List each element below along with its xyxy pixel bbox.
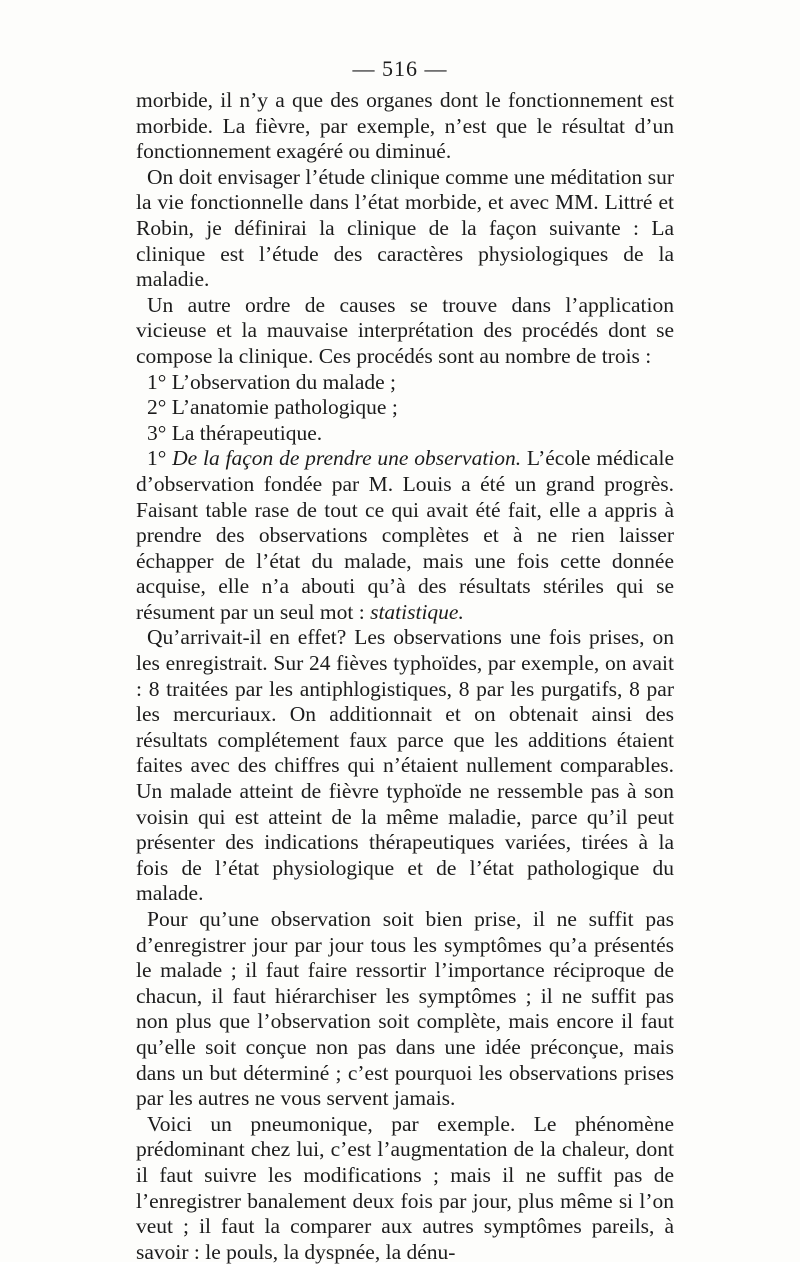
paragraph-1: morbide, il n’y a que des organes dont le fonctionnement est morbide. La fièvre, par exemple, n’est que le résultat d’un fonctionnement exagéré ou diminué. xyxy=(136,88,674,164)
paragraph-5: Qu’arrivait-il en effet? Les observations une fois prises, on les enregistrait. Sur 24 fièves typhoïdes, par exemple, on avait : 8 traitées par les antiphlogistiques, 8 par les purgatifs, 8 par les mercuriaux. On additionnait et on obtenait ainsi des résultats complétement faux parce que les additions étaient faites avec des chiffres qui n’étaient nullement comparables. Un malade atteint de fièvre typhoïde ne ressemble pas à son voisin qui est atteint de la même maladie, parce qu’il peut présenter des indications thérapeutiques variées, tirées à la fois de l’état physiologique et de l’état pathologique du malade. xyxy=(136,625,674,906)
list-item-anatomie: 2° L’anatomie pathologique ; xyxy=(147,395,398,420)
section-text: L’école médicale d’observation fondée par M. Louis a été un grand progrès. Faisant table rase de tout ce qui avait été fait, elle a appris à prendre des observations complètes et à ne rien laisser échapper de l’état du malade, mais une fois cette donnée acquise, elle n’a abouti qu’à des résultats stériles qui se résument par un seul mot : xyxy=(136,446,674,624)
section-number: 1° xyxy=(147,446,173,471)
body-text xyxy=(136,88,674,1265)
list-item-observation: 1° L’observation du malade ; xyxy=(147,369,397,394)
section-keyword: statistique. xyxy=(370,599,464,624)
paragraph-6: Pour qu’une observation soit bien prise, il ne suffit pas d’enregistrer jour par jour tous les symptômes qu’a présentés le malade ; il faut faire ressortir l’importance réciproque de chacun, il faut hiérarchiser les symptômes ; il ne suffit pas non plus que l’observation soit complète, mais encore il faut qu’elle soit conçue non pas dans une idée préconçue, mais dans un but déterminé ; c’est pourquoi les observations prises par les autres ne vous servent jamais. xyxy=(136,907,674,1111)
list-item-therapeutique: 3° La thérapeutique. xyxy=(147,420,323,445)
section-heading: De la façon de prendre une observation. xyxy=(172,446,522,471)
page-number: — 516 — xyxy=(352,56,448,81)
paragraph-3: Un autre ordre de causes se trouve dans l’application vicieuse et la mauvaise interprétation des procédés dont se compose la clinique. Ces procédés sont au nombre de trois : xyxy=(136,292,674,368)
paragraph-7: Voici un pneumonique, par exemple. Le phénomène prédominant chez lui, c’est l’augmentation de la chaleur, dont il faut suivre les modifications ; mais il ne suffit pas de l’enregistrer banalement deux fois par jour, plus même si l’on veut ; il faut la comparer aux autres symptômes pareils, à savoir : le pouls, la dyspnée, la dénu- xyxy=(136,1111,674,1264)
paragraph-section-1 xyxy=(136,446,674,625)
paragraph-2: On doit envisager l’étude clinique comme une méditation sur la vie fonctionnelle dans l’état morbide, et avec MM. Littré et Robin, je définirai la clinique de la façon suivante : La clinique est l’étude des caractères physiologiques de la maladie. xyxy=(136,164,674,292)
